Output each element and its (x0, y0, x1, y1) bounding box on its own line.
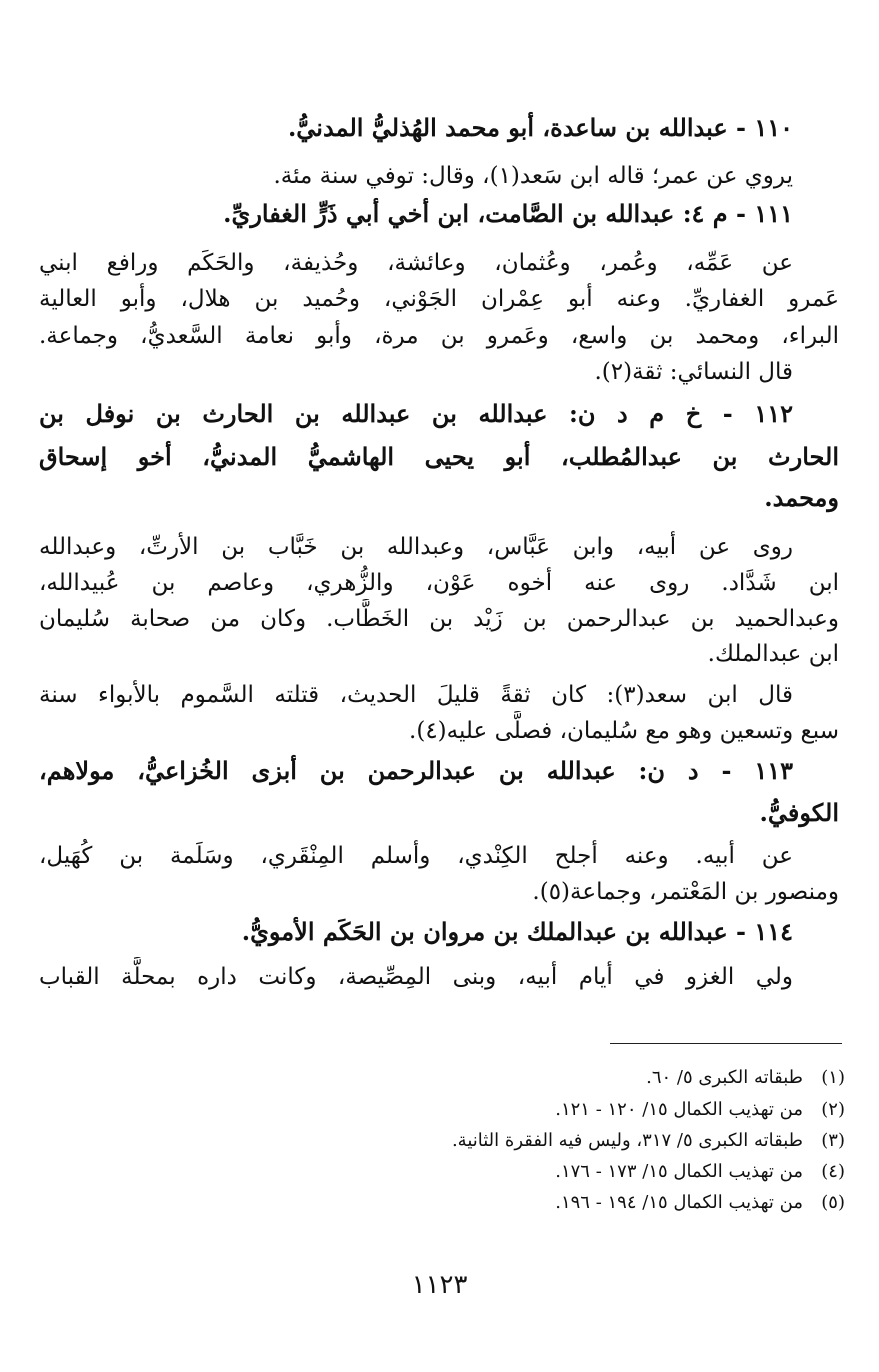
entry-112-text-line-3: وعبدالحميد بن عبدالرحمن بن زَيْد بن الخَطَّاب. وكان من صحابة سُليمان (39, 606, 839, 632)
footnote-text: من تهذيب الكمال ١٥/ ١٩٤ - ١٩٦. (555, 1192, 803, 1213)
entry-113-text-line-2: ومنصور بن المَعْتمر، وجماعة(٥). (532, 879, 839, 905)
entry-113-text-line-1: عن أبيه. وعنه أجلح الكِنْدي، وأسلم المِنْقَري، وسَلَمة بن كُهَيل، (39, 843, 793, 869)
footnote-text: من تهذيب الكمال ١٥/ ١٢٠ - ١٢١. (555, 1099, 803, 1120)
footnote-number: (١) (821, 1067, 845, 1088)
entry-112-text-line-2: ابن شَدَّاد. روى عنه أخوه عَوْن، والزُّهري، وعاصم بن عُبيدالله، (39, 570, 839, 596)
entry-111-text-line-3: البراء، ومحمد بن واسع، وعَمرو بن مرة، وأبو نعامة السَّعديُّ، وجماعة. (39, 323, 839, 349)
footnote-number: (٤) (821, 1161, 845, 1182)
entry-112-text-line-6: سبع وتسعين وهو مع سُليمان، فصلَّى عليه(٤). (409, 718, 839, 744)
entry-111-heading: ١١١ - م ٤: عبدالله بن الصَّامت، ابن أخي أبي ذَرٍّ الغفاريِّ. (223, 199, 793, 228)
entry-111-text-line-1: عن عَمِّه، وعُمر، وعُثمان، وعائشة، وحُذيفة، والحَكَم ورافع ابني (39, 250, 793, 276)
footnote-text: طبقاته الكبرى ٥/ ٣١٧، وليس فيه الفقرة الثانية. (451, 1130, 803, 1151)
footnote-5 (40, 1188, 845, 1218)
entry-112-heading-line-3: ومحمد. (764, 483, 839, 512)
entry-112-heading-line-2: الحارث بن عبدالمُطلب، أبو يحيى الهاشميُّ المدنيُّ، أخو إسحاق (39, 442, 839, 471)
entry-112-heading-line-1: ١١٢ - خ م د ن: عبدالله بن عبدالله بن الحارث بن نوفل بن (39, 399, 793, 428)
footnote-number: (٢) (821, 1099, 845, 1120)
entry-110-text: يروي عن عمر؛ قاله ابن سَعد(١)، وقال: توفي سنة مئة. (273, 163, 793, 189)
footnote-3 (40, 1126, 845, 1156)
footnote-separator (610, 1043, 842, 1044)
footnote-1 (40, 1063, 845, 1093)
entry-113-heading-line-2: الكوفيُّ. (759, 798, 839, 827)
entry-112-text-line-4: ابن عبدالملك. (707, 641, 839, 667)
entry-112-text-line-1: روى عن أبيه، وابن عَبَّاس، وعبدالله بن خَبَّاب بن الأرتِّ، وعبدالله (39, 534, 793, 560)
entry-114-text-line-1: ولي الغزو في أيام أبيه، وبنى المِصِّيصة، وكانت داره بمحلَّة القباب (39, 964, 793, 990)
footnote-4 (40, 1157, 845, 1187)
footnote-2 (40, 1095, 845, 1125)
footnote-number: (٣) (821, 1130, 845, 1151)
footnote-text: من تهذيب الكمال ١٥/ ١٧٣ - ١٧٦. (555, 1161, 803, 1182)
entry-111-text-line-4: قال النسائي: ثقة(٢). (594, 359, 793, 385)
entry-111-text-line-2: عَمرو الغفاريِّ. وعنه أبو عِمْران الجَوْني، وحُميد بن هلال، وأبو العالية (39, 286, 839, 312)
footnote-number: (٥) (821, 1192, 845, 1213)
page-number: ١١٢٣ (411, 1270, 468, 1300)
entry-112-text-line-5: قال ابن سعد(٣): كان ثقةً قليلَ الحديث، قتلته السَّموم بالأبواء سنة (39, 682, 793, 708)
entry-110-heading: ١١٠ - عبدالله بن ساعدة، أبو محمد الهُذليُّ المدنيُّ. (287, 113, 793, 142)
entry-114-heading: ١١٤ - عبدالله بن عبدالملك بن مروان بن الحَكَم الأمويُّ. (241, 917, 793, 946)
entry-113-heading-line-1: ١١٣ - د ن: عبدالله بن عبدالرحمن بن أبزى الخُزاعيُّ، مولاهم، (39, 756, 794, 785)
footnote-text: طبقاته الكبرى ٥/ ٦٠. (646, 1067, 803, 1088)
